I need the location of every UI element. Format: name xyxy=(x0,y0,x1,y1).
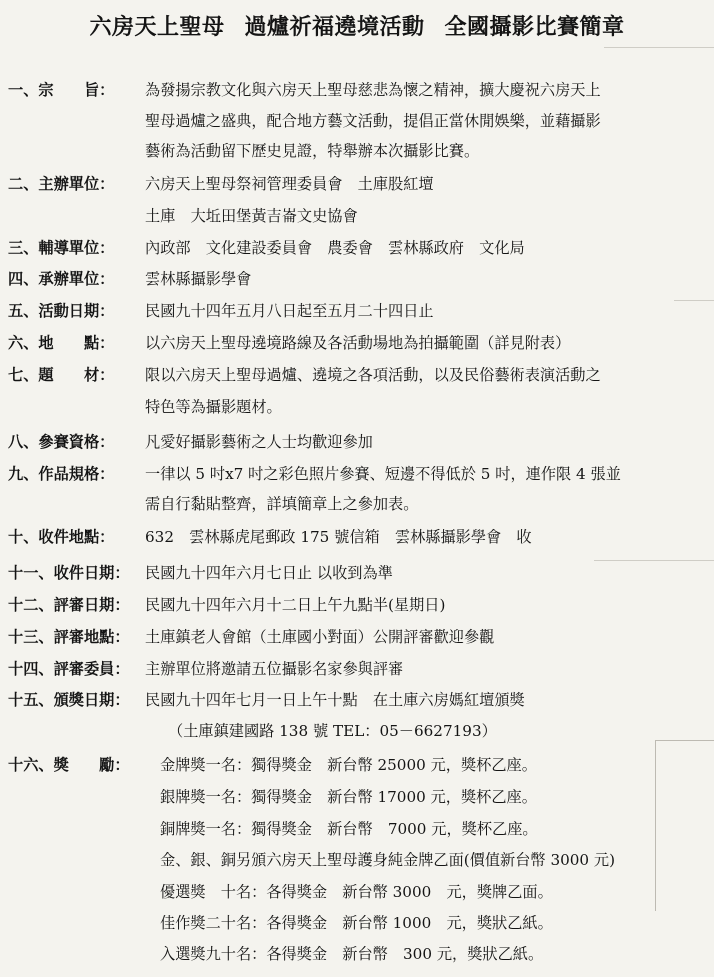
section-text: 民國九十四年五月八日起至五月二十四日止 xyxy=(145,302,434,320)
section-label: 八、參賽資格： xyxy=(8,433,115,451)
section-text-continued: 特色等為攝影題材。 xyxy=(145,398,282,416)
section-text-continued: 藝術為活動留下歷史見證，特舉辦本次攝影比賽。 xyxy=(145,142,480,160)
prize-silver: 銀牌獎一名：獨得獎金 新台幣 17000 元，獎杯乙座。 xyxy=(160,788,537,806)
section-label: 十二、評審日期： xyxy=(8,596,130,614)
prize-honorable: 佳作獎二十名：各得獎金 新台幣 1000 元，獎狀乙紙。 xyxy=(160,914,553,932)
prize-gold: 金牌獎一名：獨得獎金 新台幣 25000 元，獎杯乙座。 xyxy=(160,756,537,774)
section-text: 為發揚宗教文化與六房天上聖母慈悲為懷之精神，擴大慶祝六房天上 xyxy=(145,81,601,99)
bleed-through-line xyxy=(674,300,714,301)
section-label: 十三、評審地點： xyxy=(8,628,130,646)
section-text: 以六房天上聖母遶境路線及各活動場地為拍攝範圍（詳見附表） xyxy=(145,334,571,352)
document-title xyxy=(0,10,714,41)
section-label: 三、輔導單位： xyxy=(8,239,115,257)
section-text: 內政部 文化建設委員會 農委會 雲林縣政府 文化局 xyxy=(145,239,525,257)
prize-bronze: 銅牌獎一名：獨得獎金 新台幣 7000 元，獎杯乙座。 xyxy=(160,820,538,838)
section-label: 二、主辦單位： xyxy=(8,175,115,193)
prize-merit: 優選獎 十名：各得獎金 新台幣 3000 元，獎牌乙面。 xyxy=(160,883,553,901)
section-label: 六、地 點： xyxy=(8,334,115,352)
bleed-through-line xyxy=(604,47,714,48)
section-label: 一、宗 旨： xyxy=(8,81,115,99)
section-label: 十、收件地點： xyxy=(8,528,115,546)
section-label: 十五、頒獎日期： xyxy=(8,691,130,709)
section-label: 七、題 材： xyxy=(8,366,115,384)
section-label: 十六、獎 勵： xyxy=(8,756,130,774)
section-label: 四、承辦單位： xyxy=(8,270,115,288)
section-text: 民國九十四年七月一日上午十點 在土庫六房媽紅壇頒獎 xyxy=(145,691,525,709)
section-label: 十四、評審委員： xyxy=(8,660,130,678)
section-text: 民國九十四年六月七日止 以收到為準 xyxy=(145,564,393,582)
title-part-1: 六房天上聖母 xyxy=(89,14,225,40)
title-part-3: 全國攝影比賽簡章 xyxy=(444,14,625,40)
prize-gold-medal-note: 金、銀、銅另頒六房天上聖母護身純金牌乙面(價值新台幣 3000 元) xyxy=(160,851,616,869)
section-text-continued: 土庫 大坵田堡黃吉崙文史協會 xyxy=(145,207,358,225)
section-text: 632 雲林縣虎尾郵政 175 號信箱 雲林縣攝影學會 收 xyxy=(145,528,532,546)
section-text: 民國九十四年六月十二日上午九點半(星期日) xyxy=(145,596,446,614)
section-text: 六房天上聖母祭祠管理委員會 土庫股紅壇 xyxy=(145,175,434,193)
section-text: 一律以 5 吋x7 吋之彩色照片參賽、短邊不得低於 5 吋，連作限 4 張並 xyxy=(145,465,621,483)
section-text: 凡愛好攝影藝術之人士均歡迎參加 xyxy=(145,433,373,451)
section-text-continued: （土庫鎮建國路 138 號 TEL：05－6627193） xyxy=(168,722,497,740)
section-label: 五、活動日期： xyxy=(8,302,115,320)
section-text-continued: 需自行黏貼整齊，詳填簡章上之參加表。 xyxy=(145,495,419,513)
section-text: 土庫鎮老人會館（土庫國小對面）公開評審歡迎參觀 xyxy=(145,628,495,646)
section-text: 雲林縣攝影學會 xyxy=(145,270,252,288)
bleed-through-line xyxy=(594,560,714,561)
prize-selected: 入選獎九十名：各得獎金 新台幣 300 元，獎狀乙紙。 xyxy=(160,945,544,963)
section-label: 九、作品規格： xyxy=(8,465,115,483)
bleed-through-box xyxy=(655,740,714,911)
section-text: 限以六房天上聖母過爐、遶境之各項活動，以及民俗藝術表演活動之 xyxy=(145,366,601,384)
section-text: 主辦單位將邀請五位攝影名家參與評審 xyxy=(145,660,404,678)
title-part-2: 過爐祈福遶境活動 xyxy=(244,14,425,40)
section-text-continued: 聖母過爐之盛典，配合地方藝文活動，提倡正當休閒娛樂，並藉攝影 xyxy=(145,112,601,130)
section-label: 十一、收件日期： xyxy=(8,564,130,582)
